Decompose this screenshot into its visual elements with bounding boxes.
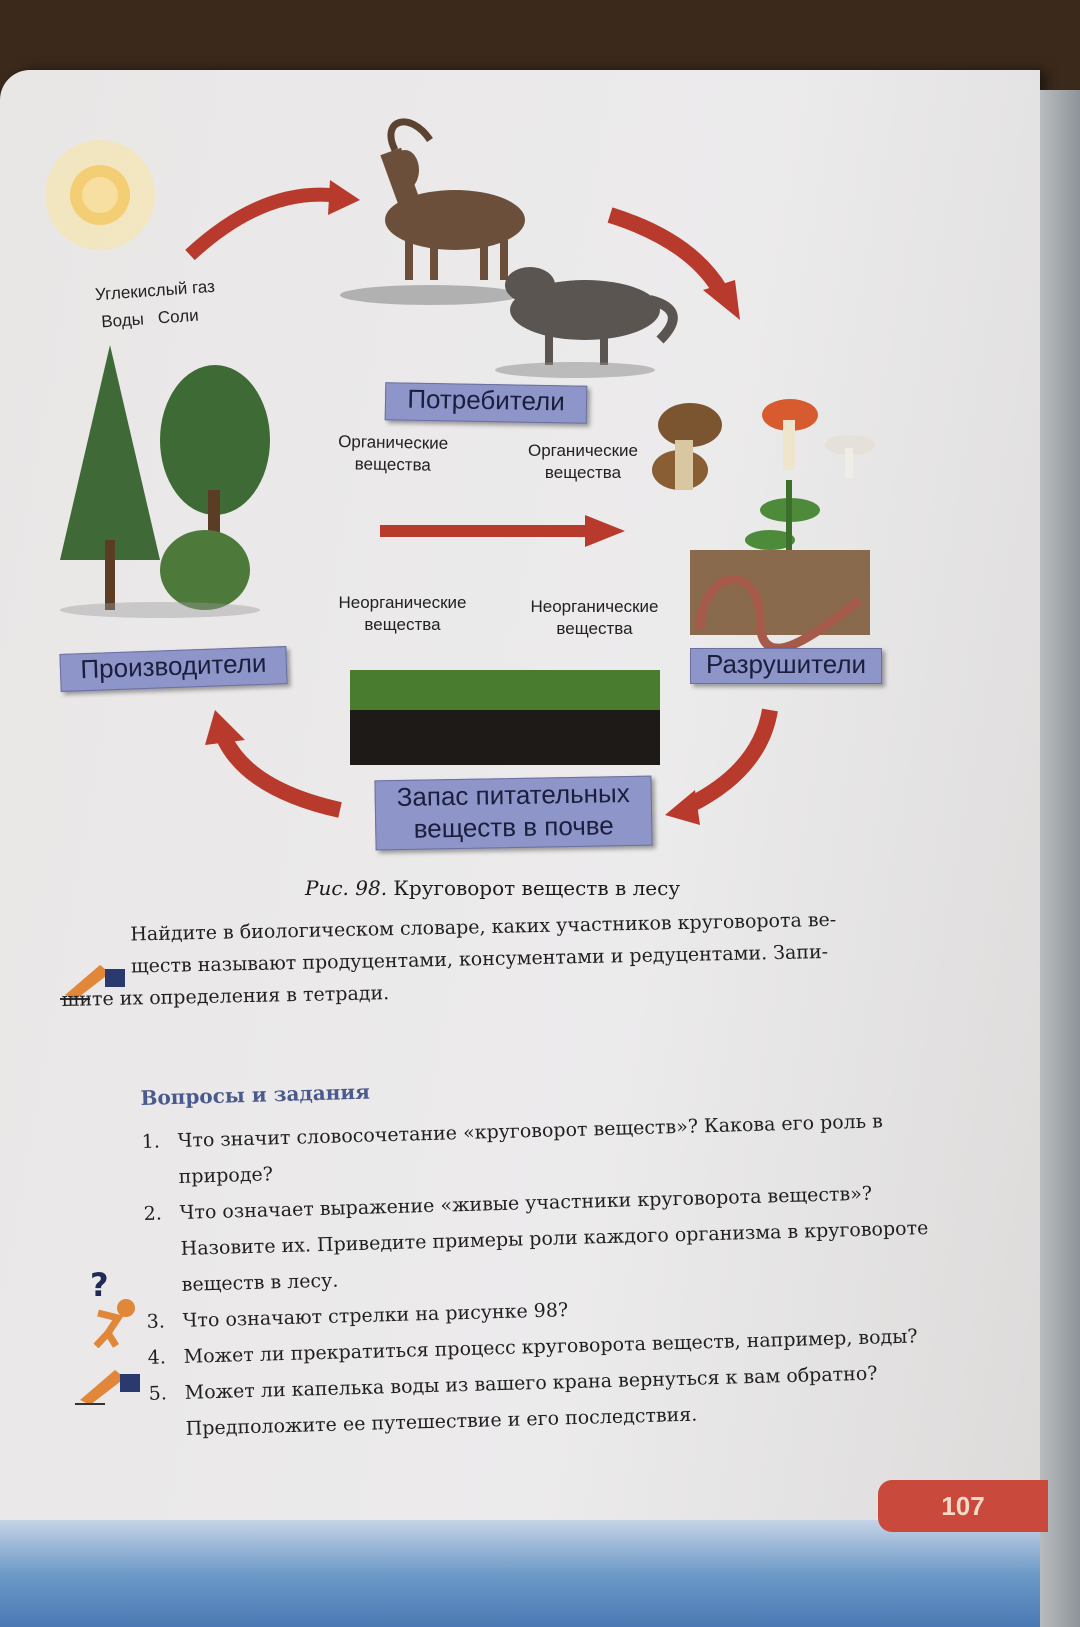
wolf-icon bbox=[495, 267, 673, 378]
bottom-band bbox=[0, 1520, 1040, 1627]
consumers-label: Потребители bbox=[385, 382, 588, 424]
task-paragraph bbox=[60, 902, 932, 1016]
task-line-2: ществ называют продуцентами, консументами и редуцентами. Запи- bbox=[130, 940, 829, 978]
organic-left-label: Органические вещества bbox=[338, 432, 449, 475]
thinking-person-icon bbox=[78, 1268, 138, 1348]
questions-heading: Вопросы и задания bbox=[140, 1079, 371, 1110]
question-number: 5. bbox=[148, 1382, 168, 1405]
arrow-soil-to-producers bbox=[205, 710, 340, 810]
organic-right-label: Органические вещества bbox=[527, 441, 639, 482]
soil-reserve-line2: веществ в почве bbox=[413, 810, 614, 844]
inorganic-right-label: Неорганические вещества bbox=[530, 597, 659, 638]
arrow-producers-to-decomposers bbox=[380, 515, 625, 547]
question-text: Может ли прекратиться процесс круговорота веществ, например, воды? bbox=[183, 1325, 918, 1368]
questions-list bbox=[141, 1102, 950, 1448]
decomposers-label: Разрушители bbox=[690, 648, 882, 684]
svg-text:?: ? bbox=[90, 1268, 109, 1304]
page-number: 107 bbox=[878, 1480, 1048, 1532]
question-number: 1. bbox=[141, 1130, 161, 1153]
mushrooms-icon bbox=[652, 399, 875, 490]
producers-label: Производители bbox=[59, 646, 287, 692]
question-text: Что означает выражение «живые участники круговорота веществ»? Назовите их. Приведите примеры роли каждого организма в круговороте веществ в лесу. bbox=[179, 1182, 929, 1296]
caption-prefix: Рис. 98. bbox=[305, 876, 388, 900]
question-text: Что значит словосочетание «круговорот веществ»? Какова его роль в природе? bbox=[177, 1110, 884, 1188]
questions-section bbox=[140, 1058, 950, 1448]
figure-caption bbox=[305, 876, 680, 900]
question-text: Что означают стрелки на рисунке 98? bbox=[182, 1299, 569, 1332]
question-text: Может ли капелька воды из вашего крана вернуться к вам обратно? Предположите ее путешествие и его последствия. bbox=[184, 1362, 878, 1440]
goat-icon bbox=[340, 122, 525, 305]
soil-reserve-line1: Запас питательных bbox=[396, 777, 630, 813]
soil-reserve-label bbox=[374, 776, 652, 851]
arrow-decomposers-to-soil bbox=[665, 710, 770, 825]
question-number: 4. bbox=[147, 1346, 167, 1369]
water-salts-label: Воды Соли bbox=[100, 305, 200, 332]
caption-text: Круговорот веществ в лесу bbox=[387, 876, 681, 900]
inorganic-left-label: Неорганические вещества bbox=[338, 593, 467, 634]
task-line-3: шите их определения в тетради. bbox=[61, 982, 390, 1011]
task-line-1: Найдите в биологическом словаре, каких участников круговорота ве- bbox=[130, 908, 837, 946]
soil-worm-icon bbox=[690, 550, 870, 648]
trees-icon bbox=[60, 345, 270, 618]
soil-block-icon bbox=[350, 670, 660, 765]
carbon-dioxide-label: Углекислый газ bbox=[94, 276, 216, 305]
arrow-sun-to-consumers bbox=[190, 180, 360, 255]
pencil-question-icon bbox=[75, 1360, 145, 1405]
question-number: 3. bbox=[146, 1310, 166, 1333]
sun-icon bbox=[45, 140, 155, 250]
question-number: 2. bbox=[143, 1202, 163, 1225]
